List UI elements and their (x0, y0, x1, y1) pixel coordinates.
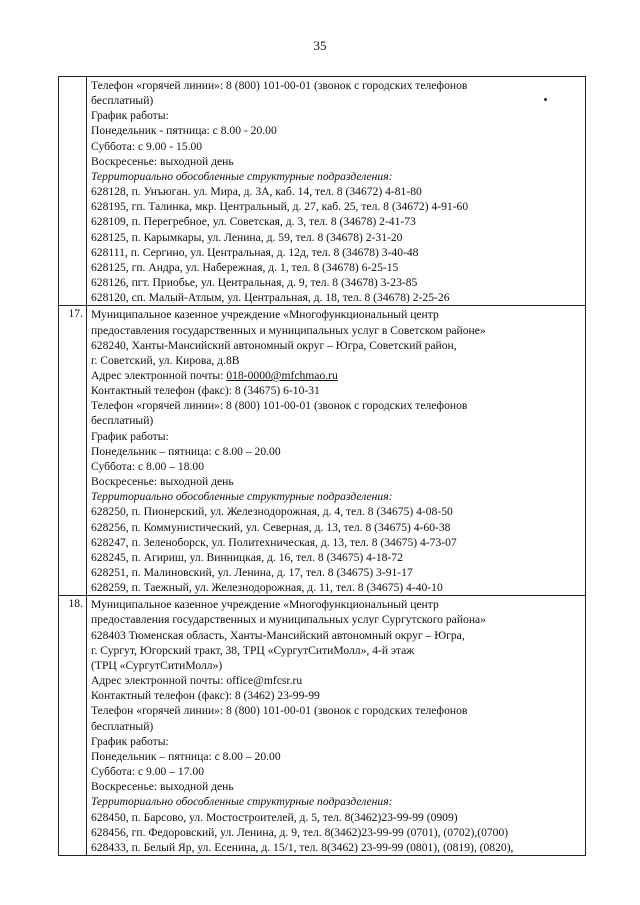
table-row (59, 306, 586, 596)
text-line: бесплатный) (91, 94, 154, 108)
row-number: 17. (59, 306, 87, 596)
text-line: График работы: (91, 109, 169, 123)
email-line (91, 673, 581, 688)
branches-heading: Территориально обособленные структурные подразделения: (91, 795, 393, 809)
address-line: г. Советский, ул. Кирова, д.8В (91, 353, 240, 367)
address-line: г. Сургут, Югорский тракт, 38, ТРЦ «СургутСитиМолл», 4-й этаж (91, 643, 415, 657)
text-line: Воскресенье: выходной день (91, 475, 234, 489)
email-link[interactable]: office@mfcsr.ru (226, 674, 303, 688)
row-content (87, 306, 586, 596)
text-line: Воскресенье: выходной день (91, 154, 234, 168)
org-name-line: Муниципальное казенное учреждение «Многофункциональный центр (91, 308, 439, 322)
branch-line: 628195, гп. Талинка, мкр. Центральный, д. 27, каб. 25, тел. 8 (34672) 4-91-60 (91, 200, 469, 214)
email-link[interactable]: 018-0000@mfchmao.ru (226, 368, 338, 382)
org-name-line: предоставления государственных и муниципальных услуг в Советском районе» (91, 323, 486, 337)
text-line: Контактный телефон (факс): 8 (3462) 23-99-99 (91, 689, 320, 703)
mfc-table (58, 76, 586, 856)
text-line: Суббота: с 8.00 – 18.00 (91, 459, 205, 473)
branches-heading: Территориально обособленные структурные подразделения: (91, 490, 393, 504)
text-line: Контактный телефон (факс): 8 (34675) 6-10-31 (91, 384, 320, 398)
branch-line: 628245, п. Агириш, ул. Винницкая, д. 16, тел. 8 (34675) 4-18-72 (91, 550, 403, 564)
text-line: Суббота: с 9.00 – 17.00 (91, 765, 205, 779)
address-line: (ТРЦ «СургутСитиМолл») (91, 658, 223, 672)
page-number: 35 (313, 38, 327, 53)
text-line: Понедельник - пятница: с 8.00 - 20.00 (91, 124, 277, 138)
branch-line: 628256, п. Коммунистический, ул. Северная, д. 13, тел. 8 (34675) 4-60-38 (91, 520, 451, 534)
text-line: Воскресенье: выходной день (91, 780, 234, 794)
branch-line: 628259, п. Таежный, ул. Железнодорожная, д. 11, тел. 8 (34675) 4-40-10 (91, 581, 443, 595)
branches-heading: Территориально обособленные структурные подразделения: (91, 169, 393, 183)
text-line: Понедельник – пятница: с 8.00 – 20.00 (91, 749, 281, 763)
branch-line: 628433, п. Белый Яр, ул. Есенина, д. 15/1, тел. 8(3462) 23-99-99 (0801), (0819), (0820), (91, 840, 514, 854)
text-line: бесплатный) (91, 414, 154, 428)
branch-line: 628450, п. Барсово, ул. Мостостроителей, д. 5, тел. 8(3462)23-99-99 (0909) (91, 810, 458, 824)
branch-line: 628250, п. Пионерский, ул. Железнодорожная, д. 4, тел. 8 (34675) 4-08-50 (91, 505, 453, 519)
table-row (59, 596, 586, 856)
branch-line: 628247, п. Зеленоборск, ул. Политехническая, д. 13, тел. 8 (34675) 4-73-07 (91, 535, 457, 549)
branch-line: 628125, п. Карымкары, ул. Ленина, д. 59, тел. 8 (34678) 2-31-20 (91, 230, 403, 244)
table-row (59, 77, 586, 306)
text-line: Суббота: с 9.00 - 15.00 (91, 139, 203, 153)
branch-line: 628128, п. Унъюган. ул. Мира, д. 3А, каб. 14, тел. 8 (34672) 4-81-80 (91, 185, 422, 199)
address-line: 628240, Ханты-Мансийский автономный округ – Югра, Советский район, (91, 338, 457, 352)
branch-line: 628120, сп. Малый-Атлым, ул. Центральная, д. 18, тел. 8 (34678) 2-25-26 (91, 291, 450, 305)
row-number (59, 77, 87, 306)
address-line: 628403 Тюменская область, Ханты-Мансийский автономный округ – Югра, (91, 628, 465, 642)
row-content (87, 596, 586, 856)
text-line: Телефон «горячей линии»: 8 (800) 101-00-01 (звонок с городских телефонов (91, 79, 468, 92)
org-name-line: Муниципальное казенное учреждение «Многофункциональный центр (91, 598, 439, 612)
branch-line: 628111, п. Сергино, ул. Центральная, д. 12д, тел. 8 (34678) 3-40-48 (91, 245, 419, 259)
text-line: Понедельник – пятница: с 8.00 – 20.00 (91, 444, 281, 458)
text-line: бесплатный) (91, 719, 154, 733)
branch-line: 628456, гп. Федоровский, ул. Ленина, д. 9, тел. 8(3462)23-99-99 (0701), (0702),(0700) (91, 825, 509, 839)
row-content (87, 77, 586, 306)
email-label: Адрес электронной почты: (91, 674, 227, 688)
row-number: 18. (59, 596, 87, 856)
email-label: Адрес электронной почты: (91, 368, 227, 382)
branch-line: 628125, гп. Андра, ул. Набережная, д. 1, тел. 8 (34678) 6-25-15 (91, 260, 399, 274)
text-line: График работы: (91, 734, 169, 748)
email-line (91, 368, 581, 383)
org-name-line: предоставления государственных и муниципальных услуг Сургутского района» (91, 613, 486, 627)
text-line: Телефон «горячей линии»: 8 (800) 101-00-01 (звонок с городских телефонов (91, 399, 468, 413)
branch-line: 628109, п. Перегребное, ул. Советская, д. 3, тел. 8 (34678) 2-41-73 (91, 215, 416, 229)
text-line: Телефон «горячей линии»: 8 (800) 101-00-01 (звонок с городских телефонов (91, 704, 468, 718)
branch-line: 628251, п. Малиновский, ул. Ленина, д. 17, тел. 8 (34675) 3-91-17 (91, 566, 413, 579)
branch-line: 628126, пгт. Приобье, ул. Центральная, д. 9, тел. 8 (34678) 3-23-85 (91, 276, 418, 290)
text-line: График работы: (91, 429, 169, 443)
